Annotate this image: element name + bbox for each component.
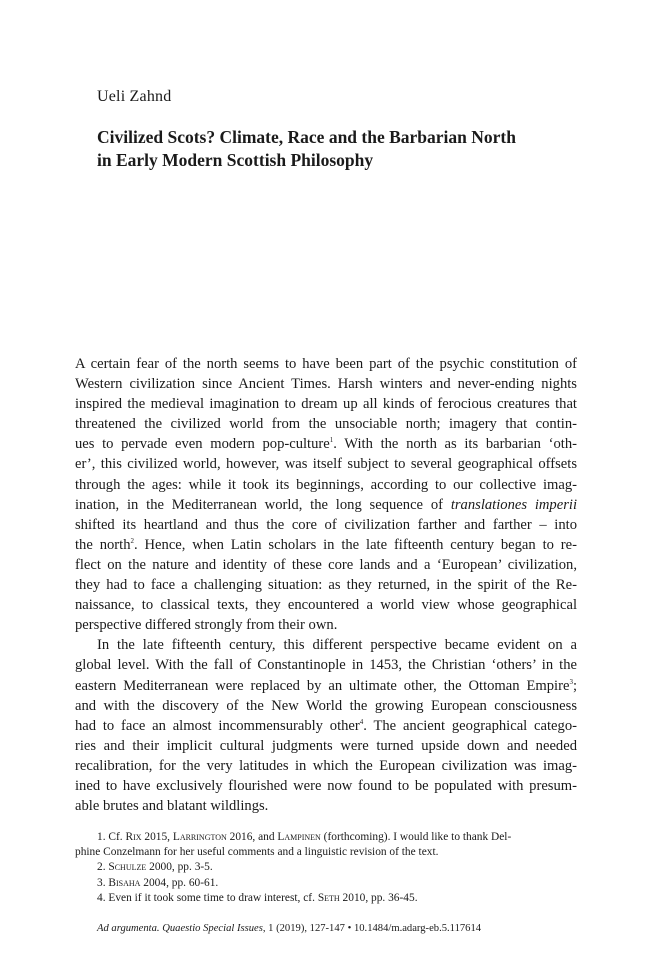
footnote-1-continued: phine Conzelmann for her useful comments and a linguistic revision of the text. [75, 846, 439, 859]
text-line: able brutes and blatant wildlings. [75, 798, 269, 815]
text-line: global level. With the fall of Constantinople in 1453, the Christian ‘others’ in the [75, 657, 577, 674]
footnote-1: 1. Cf. Rix 2015, Larrington 2016, and Lampinen (forthcoming). I would like to thank Del- [97, 831, 512, 843]
footnote-ref-4[interactable]: 4 [359, 717, 364, 726]
text-line: perspective differed strongly from their own. [75, 617, 338, 634]
paragraph-1 [75, 354, 577, 635]
author-name: Ueli Zahnd [97, 88, 172, 105]
text-line: ined to have exclusively flourished were now found to be populated with presum- [75, 777, 577, 794]
text-line: through the ages: while it took its beginnings, according to our collective imag- [75, 476, 577, 493]
text-line: shifted its heartland and thus the core of civilization farther and farther – into [75, 516, 577, 533]
footnotes [75, 830, 577, 906]
paper-title [97, 126, 567, 172]
text-line: flect on the nature and identity of these core lands and a ‘European’ civilization, [75, 556, 577, 573]
text-line: inspired the medieval imagination to dream up all kinds of ferocious creatures that [75, 396, 577, 413]
text-line: A certain fear of the north seems to have been part of the psychic constitution of [75, 356, 577, 372]
footnote-ref-2[interactable]: 2 [130, 536, 134, 545]
text-line: Western civilization since Ancient Times. Harsh winters and never-ending nights [75, 376, 577, 393]
text-line: recalibration, for the very latitudes in which the European civilization was imag- [75, 757, 577, 774]
text-line: eastern Mediterranean were replaced by an ultimate other, the Ottoman Empire$^3$; [75, 677, 577, 694]
text-line: threatened the civilized world from the unsociable north; imagery that contin- [75, 416, 577, 433]
text-line: er’, this civilized world, however, was itself subject to several geographical offsets [75, 456, 577, 473]
text-line: naissance, to classical texts, they encountered a world view whose geographical [75, 597, 577, 614]
footnote-ref-3[interactable]: 3 [569, 677, 573, 686]
footnote-3: 3. Bisaha 2004, pp. 60-61. [97, 876, 219, 889]
title-line-2: in Early Modern Scottish Philosophy [97, 150, 374, 170]
footnote-2: 2. Schulze 2000, pp. 3-5. [97, 861, 213, 874]
text-line: In the late fifteenth century, this different perspective became evident on a [97, 637, 577, 654]
text-line: ries and their implicit cultural judgments were turned upside down and needed [75, 737, 577, 754]
title-line-1: Civilized Scots? Climate, Race and the Barbarian North [97, 127, 516, 147]
text-line: the north$^2$. Hence, when Latin scholars in the late fifteenth century began to re- [75, 536, 577, 553]
text-line: had to face an almost incommensurably other$^4$. The ancient geographical catego- [75, 717, 577, 734]
italic-term: translationes imperii [450, 496, 577, 513]
body-text [75, 354, 577, 816]
page-footer [97, 923, 481, 934]
citation-details: , 1 (2019), 127-147 • 10.1484/m.adarg-eb.5.117614 [262, 923, 482, 934]
journal-name: Ad argumenta. Quaestio Special Issues [97, 923, 263, 934]
paragraph-2 [75, 635, 577, 816]
text-line: and with the discovery of the New World the growing European consciousness [75, 697, 577, 714]
text-line: they had to face a challenging situation: as they returned, in the spirit of the Re- [75, 577, 577, 594]
text-line: ination, in the Mediterranean world, the long sequence of translationes imperii [75, 496, 577, 513]
footnote-ref-1[interactable]: 1 [329, 436, 334, 445]
footnote-4: 4. Even if it took some time to draw interest, cf. Seth 2010, pp. 36-45. [97, 891, 418, 904]
text-line: ues to pervade even modern pop-culture$^1$. With the north as its barbarian ‘oth- [75, 436, 577, 453]
